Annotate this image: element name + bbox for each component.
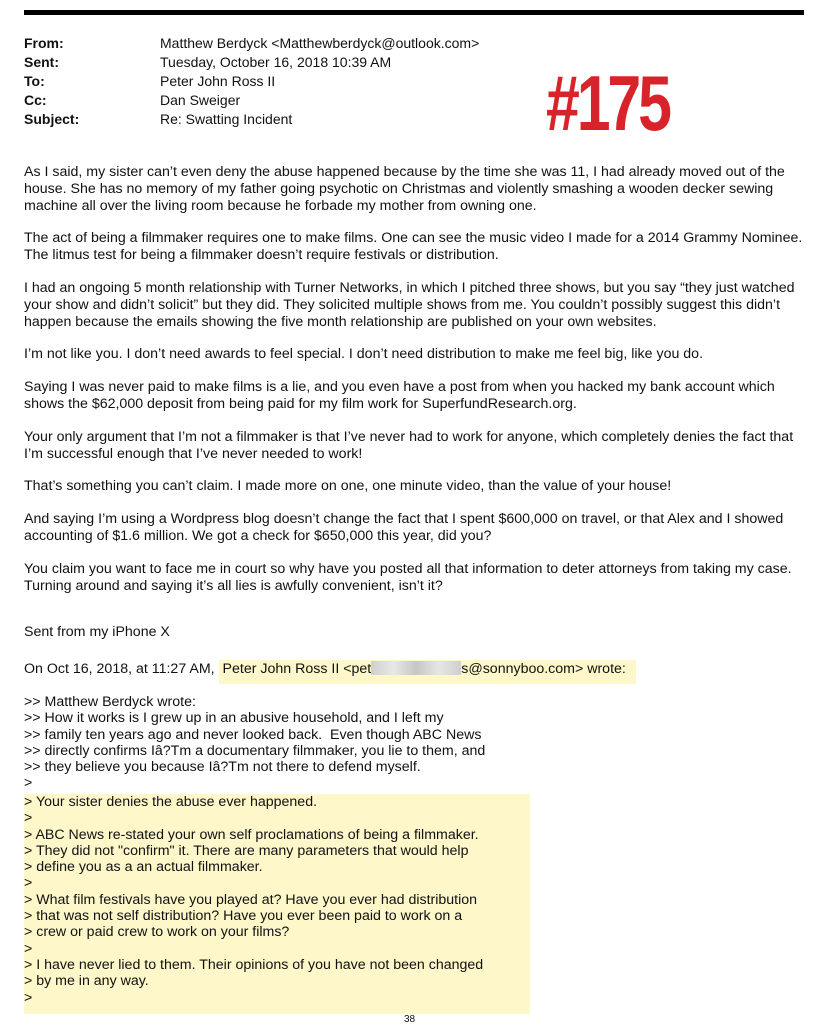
body-paragraph: That’s something you can’t claim. I made more on one, one minute video, than the value of your house! bbox=[24, 478, 672, 495]
email-body bbox=[24, 164, 804, 657]
subject-value: Re: Swatting Incident bbox=[160, 111, 293, 127]
sent-from-line: Sent from my iPhone X bbox=[24, 624, 170, 641]
reply-line: > bbox=[24, 810, 33, 827]
body-paragraph: Your only argument that I’m not a filmmaker is that I’ve never had to work for anyone, which completely denies the fact that I’m successful enough that I’ve never needed to work! bbox=[24, 428, 794, 462]
quoted-line: >> How it works is I grew up in an abusive household, and I left my bbox=[24, 710, 444, 727]
redaction-blur bbox=[371, 661, 461, 675]
sent-row bbox=[24, 53, 479, 72]
reply-line: > ABC News re-stated your own self proclamations of being a filmmaker. bbox=[24, 826, 479, 843]
reply-line: > by me in any way. bbox=[24, 973, 149, 990]
body-paragraph: You claim you want to face me in court so why have you posted all that information to deter attorneys from taking my case. Turning around and saying it’s all lies is awfully convenient, isn’t it? bbox=[24, 560, 792, 594]
to-label: To: bbox=[24, 73, 45, 89]
body-paragraph: I’m not like you. I don’t need awards to feel special. I don’t need distribution to make me feel big, like you do. bbox=[24, 346, 704, 363]
page-number: 38 bbox=[404, 1014, 416, 1025]
on-wrote-prefix: On Oct 16, 2018, at 11:27 AM, bbox=[24, 661, 219, 677]
reply-line: > crew or paid crew to work on your films? bbox=[24, 924, 290, 941]
quoted-original-message bbox=[24, 694, 485, 792]
from-label: From: bbox=[24, 35, 64, 51]
cc-row bbox=[24, 91, 479, 110]
reply-line: > bbox=[24, 940, 33, 957]
reply-line: > What film festivals have you played at? Have you ever had distribution bbox=[24, 891, 478, 908]
quoted-line: >> they believe you because Iâ?Tm not there to defend myself. bbox=[24, 759, 421, 776]
reply-line: > bbox=[24, 875, 33, 892]
from-value: Matthew Berdyck <Matthewberdyck@outlook.com> bbox=[160, 35, 480, 51]
body-paragraph: Saying I was never paid to make films is a lie, and you even have a post from when you hacked my bank account which shows the $62,000 deposit from being paid for my film work for SuperfundResearch.org. bbox=[24, 379, 775, 412]
on-wrote-name: Peter John Ross II <pet bbox=[222, 661, 372, 677]
quoted-line: >> family ten years ago and never looked back. Even though ABC News bbox=[24, 726, 482, 743]
top-rule bbox=[24, 10, 804, 15]
cc-label: Cc: bbox=[24, 92, 47, 108]
quoted-line: >> Matthew Berdyck wrote: bbox=[24, 694, 196, 710]
exhibit-number-stamp: #175 bbox=[546, 59, 669, 147]
body-paragraph: I had an ongoing 5 month relationship with Turner Networks, in which I pitched three shows, but you say “they just watched your show and didn’t solicit” but they did. They solicited multiple shows from me. You couldn’t possibly suggest this didn’t happen because the emails showing the five month relationship are published on your own websites. bbox=[24, 279, 795, 330]
on-wrote-line bbox=[24, 660, 636, 684]
highlighted-reply bbox=[24, 794, 530, 1014]
quoted-line: > bbox=[24, 775, 33, 792]
sent-label: Sent: bbox=[24, 54, 59, 70]
cc-value: Dan Sweiger bbox=[160, 92, 241, 108]
subject-row bbox=[24, 110, 479, 129]
reply-line: > define you as a an actual filmmaker. bbox=[24, 859, 263, 876]
from-row bbox=[24, 34, 479, 53]
reply-line: > I have never lied to them. Their opinions of you have not been changed bbox=[24, 956, 484, 973]
to-value: Peter John Ross II bbox=[160, 73, 276, 89]
reply-line: > bbox=[24, 989, 33, 1006]
body-paragraph: The act of being a filmmaker requires one to make films. One can see the music video I made for a 2014 Grammy Nominee. The litmus test for being a filmmaker doesn’t require festivals or distribution. bbox=[24, 230, 803, 264]
reply-line: > that was not self distribution? Have you ever been paid to work on a bbox=[24, 908, 463, 925]
on-wrote-suffix: s@sonnyboo.com> wrote: bbox=[461, 661, 626, 677]
quoted-line: >> directly confirms Iâ?Tm a documentary filmmaker, you lie to them, and bbox=[24, 742, 486, 759]
reply-line: > Your sister denies the abuse ever happened. bbox=[24, 794, 318, 810]
body-paragraph: And saying I’m using a Wordpress blog doesn’t change the fact that I spent $600,000 on travel, or that Alex and I showed accounting of $1.6 million. We got a check for $650,000 this year, did you? bbox=[24, 511, 784, 544]
sender-highlight bbox=[219, 660, 636, 684]
subject-label: Subject: bbox=[24, 111, 80, 127]
email-header bbox=[24, 34, 479, 129]
to-row bbox=[24, 72, 479, 91]
body-paragraph: As I said, my sister can’t even deny the abuse happened because by the time she was 11, I had already moved out of the house. She has no memory of my father going psychotic on Christmas and violently smashing a wooden decker sewing machine all over the living room because he forbade my mother from owning one. bbox=[24, 164, 785, 214]
sent-value: Tuesday, October 16, 2018 10:39 AM bbox=[160, 54, 392, 70]
reply-line: > They did not "confirm" it. There are many parameters that would help bbox=[24, 842, 469, 859]
